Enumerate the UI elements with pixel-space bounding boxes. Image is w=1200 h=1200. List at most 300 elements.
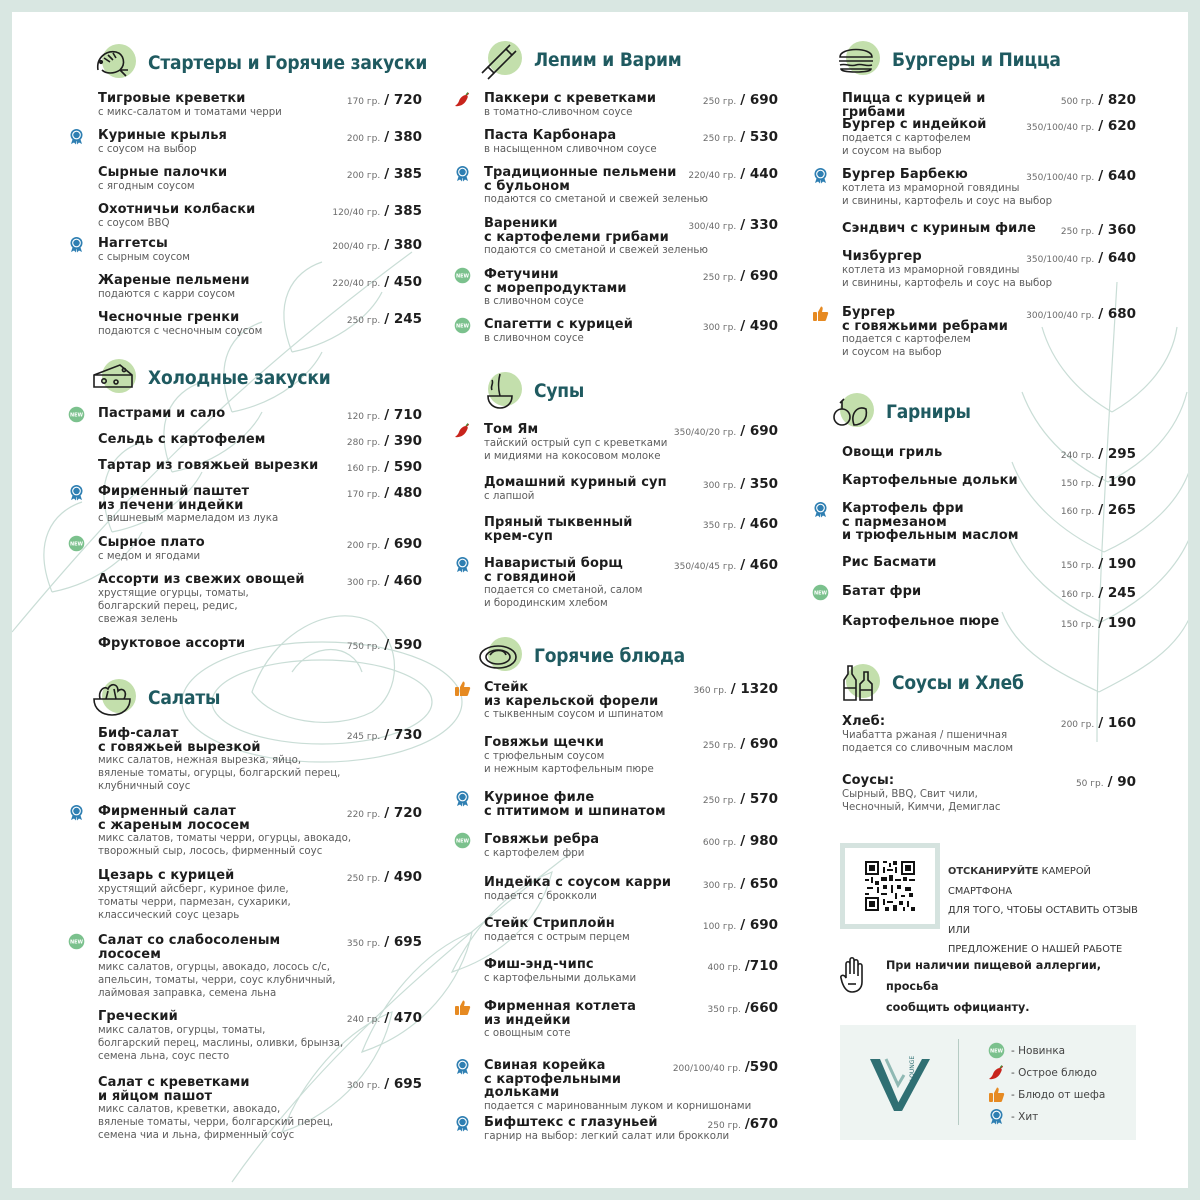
item-price — [688, 217, 778, 233]
item-price — [1061, 615, 1136, 631]
item-price — [703, 876, 778, 892]
item-price-value: /660 — [744, 1000, 778, 1016]
legend-item — [988, 1042, 1065, 1059]
item-price-value: / 160 — [1098, 715, 1136, 731]
item-price-value: /670 — [744, 1116, 778, 1132]
item-weight: 250 гр. — [702, 134, 737, 144]
item-weight: 350/100/40 гр. — [1026, 123, 1095, 133]
item-price-value: / 390 — [384, 433, 422, 449]
menu-item — [484, 736, 778, 776]
item-name: Вареники с картофелеми грибами — [484, 216, 669, 245]
award-ribbon-icon — [454, 1115, 471, 1132]
item-description: и бородинским хлебом — [484, 598, 608, 610]
item-name: Бургер с говяжьими ребрами — [842, 305, 1008, 334]
item-name: Бифштекс с глазуньей — [484, 1115, 658, 1130]
item-price — [1061, 222, 1136, 238]
item-name: Говяжьи ребра — [484, 832, 600, 847]
menu-item — [842, 222, 1136, 236]
item-price-value: / 460 — [384, 573, 422, 589]
menu-item — [98, 92, 422, 119]
item-weight: 220/40 гр. — [688, 171, 737, 181]
item-price — [347, 485, 422, 501]
item-name: Паста Карбонара — [484, 128, 617, 143]
item-weight: 280 гр. — [346, 438, 381, 448]
item-price — [347, 1010, 422, 1026]
item-name: Соусы: — [842, 773, 895, 788]
item-price-value: / 245 — [1098, 585, 1136, 601]
menu-item — [484, 166, 778, 206]
item-description: и нежным картофельным пюре — [484, 763, 654, 775]
menu-page — [12, 12, 1188, 1188]
chili-pepper-icon — [988, 1064, 1005, 1081]
item-description: микс салатов, огурцы, авокадо, лосось с/с, — [98, 962, 331, 973]
item-description: подаются со сметаной и свежей зеленью — [484, 194, 708, 205]
item-description: семена льна, соус песто — [98, 1050, 230, 1062]
menu-item — [484, 268, 778, 308]
item-description: гарнир на выбор: легкий салат или брокколи — [484, 1130, 730, 1142]
item-description: микс салатов, креветки, авокадо, — [98, 1104, 281, 1115]
item-weight: 160 гр. — [346, 464, 381, 474]
item-weight: 250 гр. — [702, 273, 737, 283]
item-price — [347, 727, 422, 743]
menu-item — [98, 536, 422, 563]
item-description: с соусом на выбор — [98, 143, 197, 155]
item-name: Индейка с соусом карри — [484, 875, 672, 890]
item-price-value: / 650 — [740, 876, 778, 892]
item-price — [347, 92, 422, 108]
item-name: Бургер Барбекю — [842, 167, 968, 182]
legend-label: - Хит — [1011, 1110, 1039, 1123]
item-weight: 300 гр. — [702, 481, 737, 491]
item-price — [703, 268, 778, 284]
item-price-value: / 380 — [384, 237, 422, 253]
menu-item — [98, 433, 422, 447]
item-price — [688, 166, 778, 182]
menu-item — [842, 92, 1136, 119]
item-description: подается с картофелем — [842, 334, 971, 345]
item-price-value: / 690 — [740, 423, 778, 439]
section-title: Лепим и Варим — [534, 49, 682, 71]
menu-item — [98, 869, 422, 922]
ladle-icon — [476, 368, 522, 414]
item-description: подается с острым перцем — [484, 931, 630, 943]
item-description: Чесночный, Кимчи, Демиглас — [842, 801, 1001, 813]
item-price — [693, 681, 778, 697]
item-price — [347, 129, 422, 145]
item-price — [347, 407, 422, 423]
qr-lead: ОТСКАНИРУЙТЕ — [948, 866, 1039, 877]
item-name: Картофельное пюре — [842, 614, 1000, 629]
item-price — [703, 476, 778, 492]
item-name: Том Ям — [484, 422, 539, 437]
qr-code-icon[interactable] — [865, 861, 915, 911]
menu-item — [98, 727, 422, 794]
item-price — [703, 833, 778, 849]
new-badge-icon — [454, 832, 471, 849]
item-weight: 200 гр. — [346, 541, 381, 551]
item-description: в сливочном соусе — [484, 296, 584, 307]
legend-label: - Острое блюдо — [1011, 1066, 1097, 1079]
item-name: Тигровые креветки — [98, 91, 246, 106]
item-name: Рис Басмати — [842, 555, 937, 570]
award-ribbon-icon — [454, 1058, 471, 1075]
svg-text:NEW: NEW — [69, 939, 84, 946]
item-name: Тартар из говяжьей вырезки — [98, 458, 319, 473]
item-weight: 350/100/40 гр. — [1026, 255, 1095, 265]
qr-line-3: ПРЕДЛОЖЕНИЕ О НАШЕЙ РАБОТЕ — [948, 944, 1123, 955]
item-price — [1026, 118, 1136, 134]
new-badge-icon — [68, 406, 85, 423]
menu-item — [98, 237, 422, 264]
item-name: Наггетсы — [98, 236, 168, 251]
item-weight: 250 гр. — [702, 97, 737, 107]
item-name: Салат со слабосоленым лососем — [98, 933, 281, 962]
item-price-value: / 695 — [384, 934, 422, 950]
new-badge-icon — [454, 317, 471, 334]
item-name: Бургер с индейкой — [842, 117, 987, 132]
new-badge-icon — [68, 535, 85, 552]
legend-panel — [840, 1025, 1136, 1140]
menu-item — [98, 637, 422, 651]
item-price-value: / 720 — [384, 92, 422, 108]
item-weight: 400 гр. — [707, 963, 741, 973]
item-price — [703, 129, 778, 145]
menu-item — [98, 129, 422, 156]
item-price-value: / 385 — [384, 166, 422, 182]
item-weight: 250 гр. — [702, 796, 737, 806]
item-weight: 300 гр. — [346, 1081, 381, 1091]
item-price — [708, 1116, 778, 1132]
section-header-dough — [476, 37, 682, 83]
qr-code-frame — [840, 843, 940, 929]
item-price — [674, 423, 778, 439]
item-description: подаются с чесночным соусом — [98, 325, 263, 337]
item-price — [1061, 92, 1136, 108]
item-weight: 200 гр. — [1060, 720, 1095, 730]
item-description: подаются со сметаной и свежей зеленью — [484, 245, 708, 256]
item-name: Пастрами и сало — [98, 406, 226, 421]
item-price — [703, 917, 778, 933]
item-price — [347, 459, 422, 475]
new-badge-icon — [812, 584, 829, 601]
cheese-icon — [90, 355, 136, 401]
item-weight: 200/40 гр. — [332, 242, 381, 252]
item-price — [703, 516, 778, 532]
svg-text:NEW: NEW — [455, 838, 470, 845]
menu-item — [484, 1116, 778, 1143]
thumbs-up-icon — [812, 305, 829, 322]
item-price-value: / 1320 — [730, 681, 778, 697]
item-name: Биф-салат с говяжьей вырезкой — [98, 726, 261, 755]
vegetables-icon — [828, 389, 874, 435]
allergy-notice — [886, 955, 1156, 1018]
item-description: свежая зелень — [98, 613, 178, 625]
item-price — [1026, 250, 1136, 266]
item-name: Фруктовое ассорти — [98, 636, 246, 651]
menu-item — [842, 774, 1136, 814]
item-price-value: / 490 — [740, 318, 778, 334]
item-description: вяленые томаты, черри, болгарский перец, — [98, 1117, 334, 1129]
item-price-value: / 620 — [1098, 118, 1136, 134]
award-ribbon-icon — [454, 165, 471, 182]
menu-item — [842, 502, 1136, 543]
item-weight: 250 гр. — [346, 874, 381, 884]
section-title: Горячие блюда — [534, 645, 685, 667]
item-description: микс салатов, томаты черри, огурцы, авокадо, — [98, 833, 352, 844]
salad-bowl-icon — [90, 675, 136, 721]
item-description: микс салатов, огурцы, томаты, — [98, 1024, 266, 1036]
item-price-value: / 690 — [384, 536, 422, 552]
menu-item — [98, 274, 422, 301]
item-description: с трюфельным соусом — [484, 750, 605, 762]
item-price-value: / 640 — [1098, 168, 1136, 184]
menu-item — [484, 92, 778, 119]
menu-item — [842, 306, 1136, 359]
item-weight: 250 гр. — [346, 316, 381, 326]
item-name: Жареные пельмени — [98, 273, 250, 288]
item-name: Охотничьи колбаски — [98, 202, 256, 217]
item-name: Сельдь с картофелем — [98, 432, 266, 447]
item-price — [703, 318, 778, 334]
item-description: и соусом на выбор — [842, 145, 942, 157]
menu-item — [484, 129, 778, 156]
item-price-value: / 470 — [384, 1010, 422, 1026]
menu-item — [484, 516, 778, 543]
chili-pepper-icon — [454, 422, 471, 439]
item-weight: 160 гр. — [1060, 590, 1095, 600]
item-name: Спагетти с курицей — [484, 317, 633, 332]
item-price — [1061, 715, 1136, 731]
item-weight: 150 гр. — [1060, 620, 1095, 630]
thumbs-up-icon — [454, 999, 471, 1016]
item-price — [1061, 556, 1136, 572]
item-weight: 350 гр. — [702, 521, 737, 531]
menu-item — [98, 311, 422, 338]
item-price — [1026, 306, 1136, 322]
item-price — [1061, 446, 1136, 462]
legend-item — [988, 1064, 1097, 1081]
item-description: и соусом на выбор — [842, 347, 942, 359]
item-price-value: / 380 — [384, 129, 422, 145]
item-weight: 120 гр. — [346, 412, 381, 422]
qr-line-2: ДЛЯ ТОГО, ЧТОБЫ ОСТАВИТЬ ОТЗЫВ ИЛИ — [948, 905, 1138, 936]
logo-text: LOUNGE — [909, 1055, 916, 1081]
item-price — [703, 791, 778, 807]
item-description: подается с брокколи — [484, 890, 597, 902]
item-price-value: / 590 — [384, 637, 422, 653]
item-price-value: / 640 — [1098, 250, 1136, 266]
item-description: подается со сливочным маслом — [842, 742, 1013, 754]
item-weight: 350 гр. — [707, 1005, 741, 1015]
section-title: Холодные закуски — [148, 367, 331, 389]
menu-item — [484, 1059, 778, 1113]
item-weight: 500 гр. — [1060, 97, 1095, 107]
item-description: и мидиями на кокосовом молоке — [484, 450, 661, 462]
item-weight: 245 гр. — [346, 732, 381, 742]
item-price-value: / 730 — [384, 727, 422, 743]
item-name: Картофель фри с пармезаном и трюфельным маслом — [842, 501, 1019, 543]
item-name: Говяжьи щечки — [484, 735, 604, 750]
item-description: котлета из мраморной говядины — [842, 182, 1020, 194]
item-description: котлета из мраморной говядины — [842, 264, 1020, 276]
item-price-value: / 385 — [384, 203, 422, 219]
item-description: томаты черри, пармезан, сухарики, — [98, 896, 291, 908]
menu-item — [98, 805, 422, 858]
item-price — [332, 274, 422, 290]
menu-item — [842, 615, 1136, 629]
item-description: лаймовая заправка, семена льна — [98, 988, 277, 1000]
item-description: с соусом BBQ — [98, 217, 170, 229]
award-ribbon-icon — [812, 167, 829, 184]
menu-item — [484, 557, 778, 610]
item-description: в насыщенном сливочном соусе — [484, 143, 657, 155]
item-price — [703, 736, 778, 752]
menu-item — [484, 791, 778, 818]
item-name: Пицца с курицей и грибами — [842, 91, 986, 120]
item-price-value: /710 — [744, 958, 778, 974]
award-ribbon-icon — [454, 790, 471, 807]
bottles-icon — [834, 660, 880, 706]
item-description: микс салатов, нежная вырезка, яйцо, — [98, 755, 302, 766]
item-description: семена чиа и льна, фирменный соус — [98, 1130, 295, 1142]
item-description: Сырный, BBQ, Свит чили, — [842, 788, 978, 800]
item-price — [347, 536, 422, 552]
item-price-value: / 440 — [740, 166, 778, 182]
item-weight: 250 гр. — [707, 1121, 741, 1131]
item-weight: 240 гр. — [346, 1015, 381, 1025]
item-price — [1061, 585, 1136, 601]
item-name: Куриные крылья — [98, 128, 227, 143]
item-price — [347, 1076, 422, 1092]
item-price — [703, 92, 778, 108]
item-description: в томатно-сливочном соусе — [484, 106, 633, 118]
item-description: подается с картофелем — [842, 132, 971, 144]
item-price — [1061, 474, 1136, 490]
item-weight: 250 гр. — [702, 741, 737, 751]
section-header-burgers — [834, 37, 1061, 83]
item-description: тайский острый суп с креветками — [484, 437, 668, 449]
menu-item — [484, 1000, 778, 1040]
item-name: Наваристый борщ с говядиной — [484, 556, 623, 585]
item-name: Традиционные пельмени с бульоном — [484, 165, 677, 194]
item-weight: 220 гр. — [346, 810, 381, 820]
item-price-value: / 460 — [740, 557, 778, 573]
item-weight: 50 гр. — [1075, 779, 1104, 789]
menu-item — [484, 833, 778, 860]
item-weight: 100 гр. — [702, 922, 737, 932]
item-weight: 300/40 гр. — [688, 222, 737, 232]
item-name: Фирменный паштет из печени индейки — [98, 484, 250, 513]
item-name: Ассорти из свежих овощей — [98, 572, 305, 587]
item-price-value: / 980 — [740, 833, 778, 849]
item-description: подается со сметаной, салом — [484, 585, 643, 596]
item-name: Овощи гриль — [842, 445, 943, 460]
qr-line-1: КАМЕРОЙ СМАРТФОНА — [948, 866, 1091, 897]
menu-item — [484, 318, 778, 345]
thumbs-up-icon — [988, 1086, 1005, 1103]
item-price-value: / 265 — [1098, 502, 1136, 518]
item-price-value: / 190 — [1098, 615, 1136, 631]
item-description: хрустящие огурцы, томаты, — [98, 587, 249, 599]
new-badge-icon — [454, 267, 471, 284]
legend-item — [988, 1108, 1038, 1125]
item-description: с микс-салатом и томатами черри — [98, 106, 282, 118]
item-description: хрустящий айсберг, куриное филе, — [98, 883, 289, 895]
menu-item — [842, 715, 1136, 755]
item-weight: 350/40/20 гр. — [673, 428, 737, 438]
item-price — [347, 166, 422, 182]
item-price — [708, 958, 778, 974]
svg-text:NEW: NEW — [813, 590, 828, 597]
award-ribbon-icon — [68, 236, 85, 253]
item-weight: 350 гр. — [346, 939, 381, 949]
menu-item — [98, 407, 422, 421]
item-name: Пряный тыквенный крем-суп — [484, 515, 633, 544]
menu-item — [98, 166, 422, 193]
item-description: клубничный соус — [98, 781, 191, 793]
menu-item — [842, 250, 1136, 290]
item-name: Чесночные гренки — [98, 310, 240, 325]
menu-item — [842, 556, 1136, 570]
item-price — [347, 637, 422, 653]
item-description: с тыквенным соусом и шпинатом — [484, 709, 664, 720]
item-price — [708, 1000, 778, 1016]
item-price-value: / 690 — [740, 92, 778, 108]
item-name: Куриное филе с птитимом и шпинатом — [484, 790, 666, 819]
item-weight: 250 гр. — [1060, 227, 1095, 237]
item-weight: 240 гр. — [1060, 451, 1095, 461]
thumbs-up-icon — [454, 680, 471, 697]
svg-text:NEW: NEW — [69, 541, 84, 548]
menu-item — [842, 446, 1136, 460]
item-price-value: / 330 — [740, 217, 778, 233]
item-price-value: / 680 — [1098, 306, 1136, 322]
item-name: Фиш-энд-чипс — [484, 957, 594, 972]
item-price-value: / 720 — [384, 805, 422, 821]
menu-item — [484, 876, 778, 903]
item-description: Чиабатта ржаная / пшеничная — [842, 729, 1008, 741]
item-price-value: / 245 — [384, 311, 422, 327]
item-price — [347, 869, 422, 885]
item-weight: 170 гр. — [346, 97, 381, 107]
item-weight: 150 гр. — [1060, 479, 1095, 489]
item-weight: 220/40 гр. — [332, 279, 381, 289]
item-price-value: / 450 — [384, 274, 422, 290]
item-description: творожный сыр, лосось, фирменный соус — [98, 846, 323, 858]
new-badge-icon — [988, 1042, 1005, 1059]
award-ribbon-icon — [454, 556, 471, 573]
hand-icon — [840, 956, 870, 994]
item-description: с сырным соусом — [98, 251, 190, 263]
item-price-value: / 820 — [1098, 92, 1136, 108]
burger-icon — [834, 37, 880, 83]
section-header-hot — [476, 633, 685, 679]
item-description: подаются с карри соусом — [98, 288, 236, 300]
item-price-value: / 190 — [1098, 556, 1136, 572]
item-price — [1076, 774, 1136, 790]
menu-item — [842, 168, 1136, 208]
svg-text:NEW: NEW — [69, 412, 84, 419]
section-header-salads — [90, 675, 220, 721]
award-ribbon-icon — [68, 128, 85, 145]
menu-item — [484, 217, 778, 257]
item-price-value: / 460 — [740, 516, 778, 532]
item-weight: 750 гр. — [346, 642, 381, 652]
item-weight: 300 гр. — [702, 323, 737, 333]
menu-item — [842, 474, 1136, 488]
item-weight: 170 гр. — [346, 490, 381, 500]
item-weight: 350/100/40 гр. — [1026, 173, 1095, 183]
